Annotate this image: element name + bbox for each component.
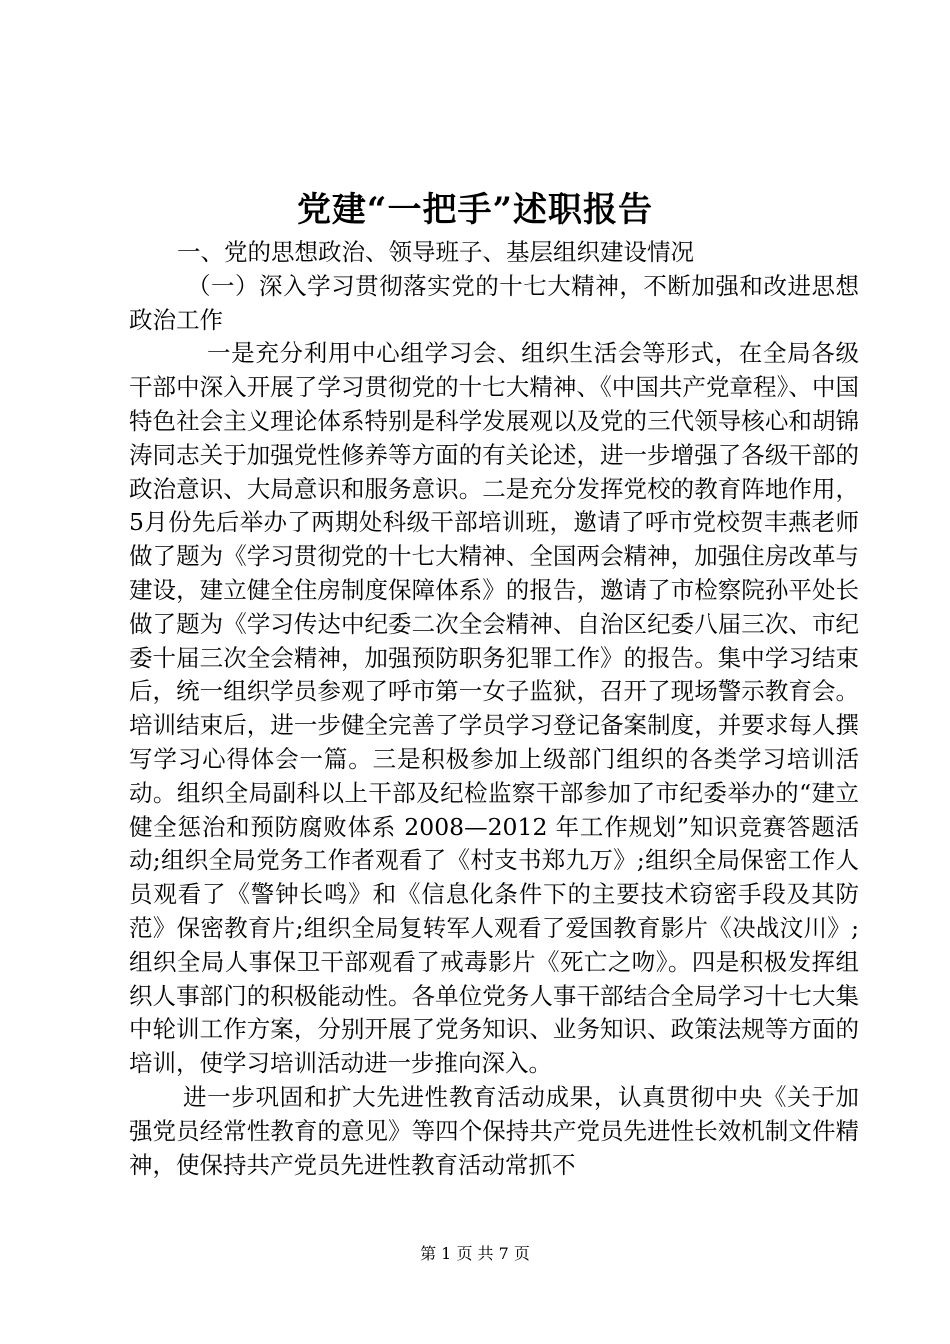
section-heading: 一、党的思想政治、领导班子、基层组织建设情况 — [177, 238, 694, 266]
subsection-heading: （一）深入学习贯彻落实党的十七大精神，不断加强和改进思想政治工作 — [129, 271, 859, 334]
body-paragraph: 一是充分利用中心组学习会、组织生活会等形式，在全局各级干部中深入开展了学习贯彻党的十七大精神、《中国共产党章程》、中国特色社会主义理论体系特别是科学发展观以及党的三代领导核心和胡锦涛同志关于加强党性修养等方面的有关论述，进一步增强了各级干部的政治意识、大局意识和服务意识。二是充分发挥党校的教育阵地作用，5月份先后举办了两期处科级干部培训班，邀请了呼市党校贺丰燕老师做了题为《学习贯彻党的十七大精神、全国两会精神，加强住房改革与建设，建立健全住房制度保障体系》的报告，邀请了市检察院孙平处长做了题为《学习传达中纪委二次全会精神、自治区纪委八届三次、市纪委十届三次全会精神，加强预防职务犯罪工作》的报告。集中学习结束后，统一组织学员参观了呼市第一女子监狱，召开了现场警示教育会。培训结束后，进一步健全完善了学员学习登记备案制度，并要求每人撰写学习心得体会一篇。三是积极参加上级部门组织的各类学习培训活动。组织全局副科以上干部及纪检监察干部参加了市纪委举办的“建立健全惩治和预防腐败体系 2008—2012 年工作规划”知识竞赛答题活动;组织全局党务工作者观看了《村支书郑九万》;组织全局保密工作人员观看了《警钟长鸣》和《信息化条件下的主要技术窃密手段及其防范》保密教育片;组织全局复转军人观看了爱国教育影片《决战汶川》;组织全局人事保卫干部观看了戒毒影片《死亡之吻》。四是积极发挥组织人事部门的积极能动性。各单位党务人事干部结合全局学习十七大集中轮训工作方案，分别开展了党务知识、业务知识、政策法规等方面的培训，使学习培训活动进一步推向深入。 — [129, 339, 859, 1078]
document-body — [129, 236, 859, 1182]
document-title: 党建“一把手”述职报告 — [296, 190, 654, 230]
page-footer: 第 1 页 共 7 页 — [420, 1244, 530, 1263]
body-paragraph: 进一步巩固和扩大先进性教育活动成果，认真贯彻中央《关于加强党员经常性教育的意见》等四个保持共产党员先进性长效机制文件精神，使保持共产党员先进性教育活动常抓不 — [129, 1082, 859, 1179]
